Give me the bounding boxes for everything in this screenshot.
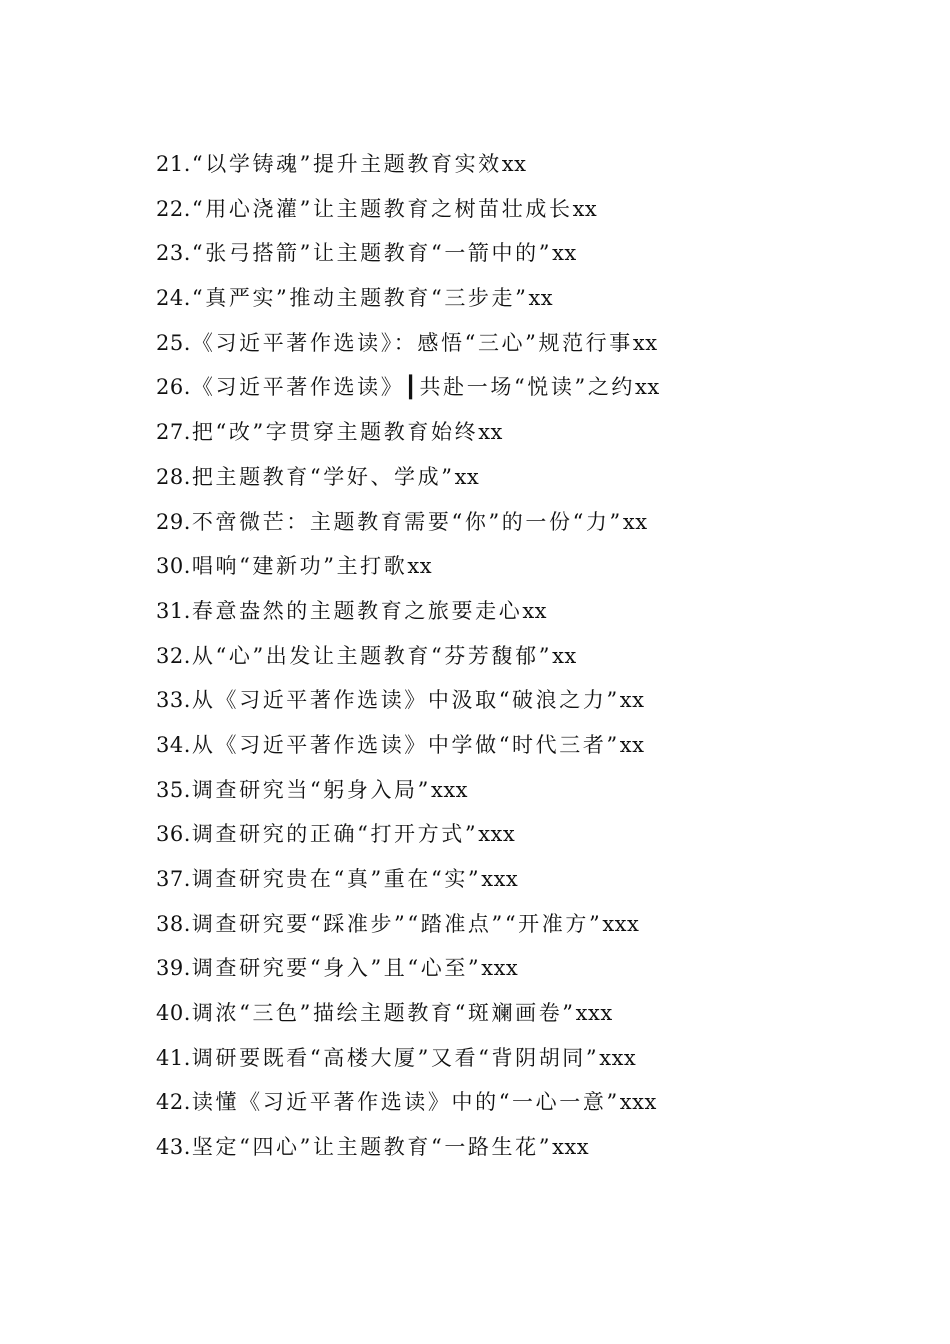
item-title: 调研要既看“高楼大厦”又看“背阴胡同”: [191, 1045, 600, 1070]
list-item: [156, 857, 916, 902]
list-item: [156, 946, 916, 991]
item-suffix: xxx: [481, 867, 519, 891]
item-number: 27.: [156, 420, 191, 445]
list-item: [156, 1080, 916, 1125]
item-number: 24.: [156, 286, 191, 311]
item-suffix: xx: [552, 643, 577, 668]
item-title: 调浓“三色”描绘主题教育“斑斓画卷”: [191, 1001, 576, 1026]
item-title: 春意盎然的主题教育之旅要走心: [191, 598, 523, 623]
list-item: [156, 187, 916, 232]
item-title: 调查研究要“身入”且“心至”: [191, 956, 482, 981]
item-title: 不啻微芒：主题教育需要“你”的一份“力”: [191, 509, 623, 534]
item-suffix: xx: [619, 688, 645, 713]
item-suffix: xx: [552, 241, 577, 266]
list-item: [156, 678, 916, 723]
item-number: 31.: [156, 598, 191, 623]
item-title: 从《习近平著作选读》中学做“时代三者”: [191, 732, 620, 757]
list-item: [156, 589, 916, 634]
item-number: 40.: [156, 1001, 191, 1026]
item-title: 从“心”出发让主题教育“芬芳馥郁”: [191, 643, 553, 668]
item-title: “以学铸魂”提升主题教育实效: [191, 152, 502, 176]
item-number: 38.: [156, 911, 191, 936]
item-suffix: xxx: [481, 956, 519, 981]
item-number: 34.: [156, 732, 191, 757]
title-list: [156, 142, 916, 1170]
item-title: 调查研究当“躬身入局”: [191, 777, 431, 802]
list-item: [156, 1125, 916, 1170]
item-suffix: xx: [407, 554, 433, 579]
item-number: 43.: [156, 1135, 191, 1160]
item-number: 22.: [156, 196, 191, 221]
item-suffix: xxx: [619, 1090, 657, 1115]
item-suffix: xx: [478, 420, 503, 445]
item-number: 42.: [156, 1090, 191, 1115]
item-title: 坚定“四心”让主题教育“一路生花”: [191, 1135, 553, 1160]
item-suffix: xxx: [552, 1135, 590, 1160]
item-title: 《习近平著作选读》：感悟“三心”规范行事: [191, 330, 633, 355]
item-suffix: xxx: [478, 822, 516, 847]
item-title: 读懂《习近平著作选读》中的“一心一意”: [191, 1090, 620, 1115]
list-item: [156, 500, 916, 545]
item-suffix: xx: [635, 375, 660, 400]
item-number: 37.: [156, 867, 191, 891]
item-suffix: xx: [501, 152, 527, 176]
item-suffix: xxx: [602, 911, 640, 936]
item-title: “张弓搭箭”让主题教育“一箭中的”: [191, 241, 553, 266]
list-item: [156, 812, 916, 857]
list-item: [156, 768, 916, 813]
item-title: “真严实”推动主题教育“三步走”: [191, 286, 529, 311]
list-item: [156, 231, 916, 276]
item-suffix: xx: [528, 286, 554, 311]
list-item: [156, 142, 916, 187]
item-suffix: xx: [572, 196, 598, 221]
list-item: [156, 1036, 916, 1081]
list-item: [156, 902, 916, 947]
list-item: [156, 365, 916, 410]
item-number: 39.: [156, 956, 191, 981]
item-title: 唱响“建新功”主打歌: [191, 554, 408, 579]
item-suffix: xx: [619, 732, 645, 757]
item-title: 把主题教育“学好、学成”: [191, 464, 455, 489]
list-item: [156, 455, 916, 500]
item-number: 32.: [156, 643, 191, 668]
item-title: 调查研究要“踩准步”“踏准点”“开准方”: [191, 911, 603, 936]
item-number: 28.: [156, 464, 191, 489]
item-number: 33.: [156, 688, 191, 713]
item-title: 把“改”字贯穿主题教育始终: [191, 420, 479, 445]
item-title: 《习近平著作选读》┃共赴一场“悦读”之约: [191, 375, 636, 400]
item-suffix: xxx: [599, 1045, 637, 1070]
item-suffix: xx: [622, 509, 648, 534]
list-item: [156, 321, 916, 366]
item-number: 23.: [156, 241, 191, 266]
item-title: 调查研究的正确“打开方式”: [191, 822, 479, 847]
item-number: 29.: [156, 509, 191, 534]
item-suffix: xxx: [575, 1001, 613, 1026]
list-item: [156, 544, 916, 589]
item-title: “用心浇灌”让主题教育之树苗壮成长: [191, 196, 573, 221]
item-number: 30.: [156, 554, 191, 579]
item-number: 41.: [156, 1045, 191, 1070]
item-suffix: xxx: [430, 777, 469, 802]
list-item: [156, 634, 916, 679]
list-item: [156, 276, 916, 321]
item-number: 36.: [156, 822, 191, 847]
item-suffix: xx: [454, 464, 480, 489]
item-title: 从《习近平著作选读》中汲取“破浪之力”: [191, 688, 620, 713]
list-item: [156, 410, 916, 455]
list-item: [156, 723, 916, 768]
item-title: 调查研究贵在“真”重在“实”: [191, 867, 482, 891]
list-item: [156, 991, 916, 1036]
item-number: 35.: [156, 777, 191, 802]
item-number: 21.: [156, 152, 191, 176]
item-suffix: xx: [522, 598, 547, 623]
item-number: 25.: [156, 330, 191, 355]
item-suffix: xx: [632, 330, 658, 355]
item-number: 26.: [156, 375, 191, 400]
